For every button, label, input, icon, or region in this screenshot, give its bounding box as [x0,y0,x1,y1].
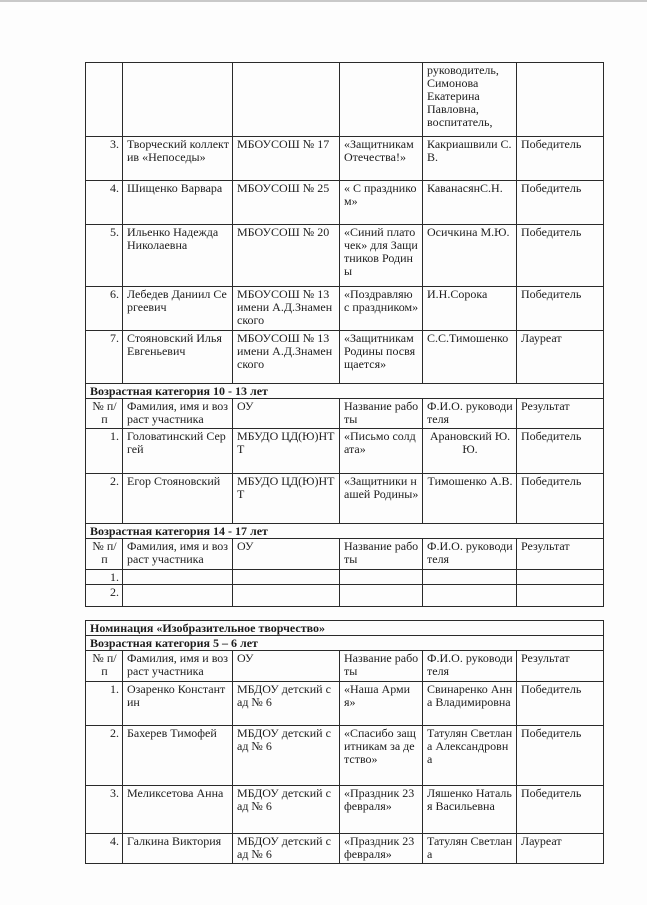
cell-result: Победитель [517,287,604,331]
cell-school: МБУДО ЦД(Ю)НТТ [233,429,340,474]
table-row [86,585,604,607]
cell-num: 7. [86,331,123,384]
table-row [86,682,604,726]
cell-result: Победитель [517,786,604,834]
cell-num: 1. [86,682,123,726]
cell-name [123,63,233,137]
cell-name: Шищенко Варвара [123,181,233,225]
cell-work [340,570,423,585]
cell-leader: руководитель, Симонова Екатерина Павловна, воспитатель, [423,63,517,137]
cell-school [233,585,340,607]
section-row [86,607,604,621]
cell-result [517,570,604,585]
cell-result: Победитель [517,137,604,181]
section-row [86,524,604,539]
cell-result: Победитель [517,181,604,225]
cell-work: « С праздником» [340,181,423,225]
cell-work: «Защитники нашей Родины» [340,474,423,524]
table-row [86,570,604,585]
cell-result [517,63,604,137]
cell-work: «Синий платочек» для Защитников Родины [340,225,423,287]
cell-leader: Арановский Ю.Ю. [423,429,517,474]
header-school: ОУ [233,651,340,682]
cell-leader: Тимошенко А.В. [423,474,517,524]
cell-school: МБДОУ детский сад № 6 [233,682,340,726]
cell-name: Стояновский Илья Евгеньевич [123,331,233,384]
cell-name [123,570,233,585]
table-row [86,474,604,524]
header-result: Результат [517,539,604,570]
table-row [86,834,604,864]
nomination-heading: Номинация «Изобразительное творчество» [86,621,604,636]
cell-result: Победитель [517,429,604,474]
table-row [86,63,604,137]
table-row [86,225,604,287]
cell-num: 5. [86,225,123,287]
cell-leader: С.С.Тимошенко [423,331,517,384]
cell-school: МБДОУ детский сад № 6 [233,786,340,834]
cell-num: 3. [86,137,123,181]
section-row [86,636,604,651]
cell-school: МБДОУ детский сад № 6 [233,726,340,786]
age-category-heading: Возрастная категория 10 - 13 лет [86,384,604,399]
cell-name: Ильенко Надежда Николаевна [123,225,233,287]
cell-num: 4. [86,834,123,864]
cell-name: Лебедев Даниил Сергеевич [123,287,233,331]
header-result: Результат [517,651,604,682]
cell-leader: КаванасянС.Н. [423,181,517,225]
section-row [86,384,604,399]
header-num: № п/п [86,651,123,682]
cell-name [123,585,233,607]
header-row [86,539,604,570]
cell-work: «Праздник 23 февраля» [340,786,423,834]
header-num: № п/п [86,399,123,429]
header-name: Фамилия, имя и возраст участника [123,539,233,570]
header-school: ОУ [233,399,340,429]
cell-num [86,63,123,137]
cell-work [340,63,423,137]
cell-school: МБОУСОШ № 20 [233,225,340,287]
table-row [86,726,604,786]
table-row [86,429,604,474]
table-row [86,786,604,834]
cell-num: 2. [86,474,123,524]
header-name: Фамилия, имя и возраст участника [123,399,233,429]
header-work: Название работы [340,399,423,429]
cell-leader: Свинаренко Анна Владимировна [423,682,517,726]
cell-num: 1. [86,429,123,474]
cell-leader: Татулян Светлана [423,834,517,864]
header-name: Фамилия, имя и возраст участника [123,651,233,682]
header-num: № п/п [86,539,123,570]
header-work: Название работы [340,651,423,682]
cell-name: Меликсетова Анна [123,786,233,834]
header-leader: Ф.И.О. руководителя [423,651,517,682]
cell-name: Егор Стояновский [123,474,233,524]
cell-leader: Татулян Светлана Александровна [423,726,517,786]
cell-work: «Наша Армия» [340,682,423,726]
cell-school [233,570,340,585]
age-category-heading: Возрастная категория 14 - 17 лет [86,524,604,539]
table-row [86,331,604,384]
cell-num: 3. [86,786,123,834]
cell-result: Победитель [517,225,604,287]
cell-name: Бахерев Тимофей [123,726,233,786]
cell-result: Лауреат [517,834,604,864]
page-top-edge [0,0,647,2]
table-row [86,137,604,181]
cell-school: МБДОУ детский сад № 6 [233,834,340,864]
cell-result: Победитель [517,474,604,524]
header-row [86,651,604,682]
header-work: Название работы [340,539,423,570]
table-row [86,181,604,225]
cell-work: «Праздник 23 февраля» [340,834,423,864]
cell-name: Галкина Виктория [123,834,233,864]
header-leader: Ф.И.О. руководителя [423,399,517,429]
cell-work: «Поздравляю с праздником» [340,287,423,331]
cell-leader: И.Н.Сорока [423,287,517,331]
cell-name: Головатинский Сергей [123,429,233,474]
cell-num: 1. [86,570,123,585]
cell-num: 2. [86,726,123,786]
cell-name: Озаренко Константин [123,682,233,726]
cell-leader: Ляшенко Наталья Васильевна [423,786,517,834]
header-row [86,399,604,429]
cell-school: МБОУСОШ № 13 имени А.Д.Знаменского [233,287,340,331]
cell-result: Победитель [517,726,604,786]
cell-school: МБОУСОШ № 17 [233,137,340,181]
cell-num: 2. [86,585,123,607]
age-category-heading: Возрастная категория 5 – 6 лет [86,636,604,651]
cell-result: Лауреат [517,331,604,384]
cell-leader: Какриашвили С.В. [423,137,517,181]
table-row [86,287,604,331]
header-leader: Ф.И.О. руководителя [423,539,517,570]
results-table [85,62,604,864]
cell-name: Творческий коллектив «Непоседы» [123,137,233,181]
cell-leader [423,570,517,585]
cell-work: «Спасибо защитникам за детство» [340,726,423,786]
spacer-cell [86,607,604,621]
cell-leader [423,585,517,607]
cell-work: «Защитникам Родины посвящается» [340,331,423,384]
cell-school [233,63,340,137]
cell-school: МБОУСОШ № 13 имени А.Д.Знаменского [233,331,340,384]
header-school: ОУ [233,539,340,570]
cell-result: Победитель [517,682,604,726]
cell-school: МБУДО ЦД(Ю)НТТ [233,474,340,524]
cell-work [340,585,423,607]
cell-leader: Осичкина М.Ю. [423,225,517,287]
section-row [86,621,604,636]
cell-num: 6. [86,287,123,331]
cell-result [517,585,604,607]
header-result: Результат [517,399,604,429]
cell-school: МБОУСОШ № 25 [233,181,340,225]
cell-work: «Письмо солдата» [340,429,423,474]
cell-num: 4. [86,181,123,225]
cell-work: «Защитникам Отечества!» [340,137,423,181]
